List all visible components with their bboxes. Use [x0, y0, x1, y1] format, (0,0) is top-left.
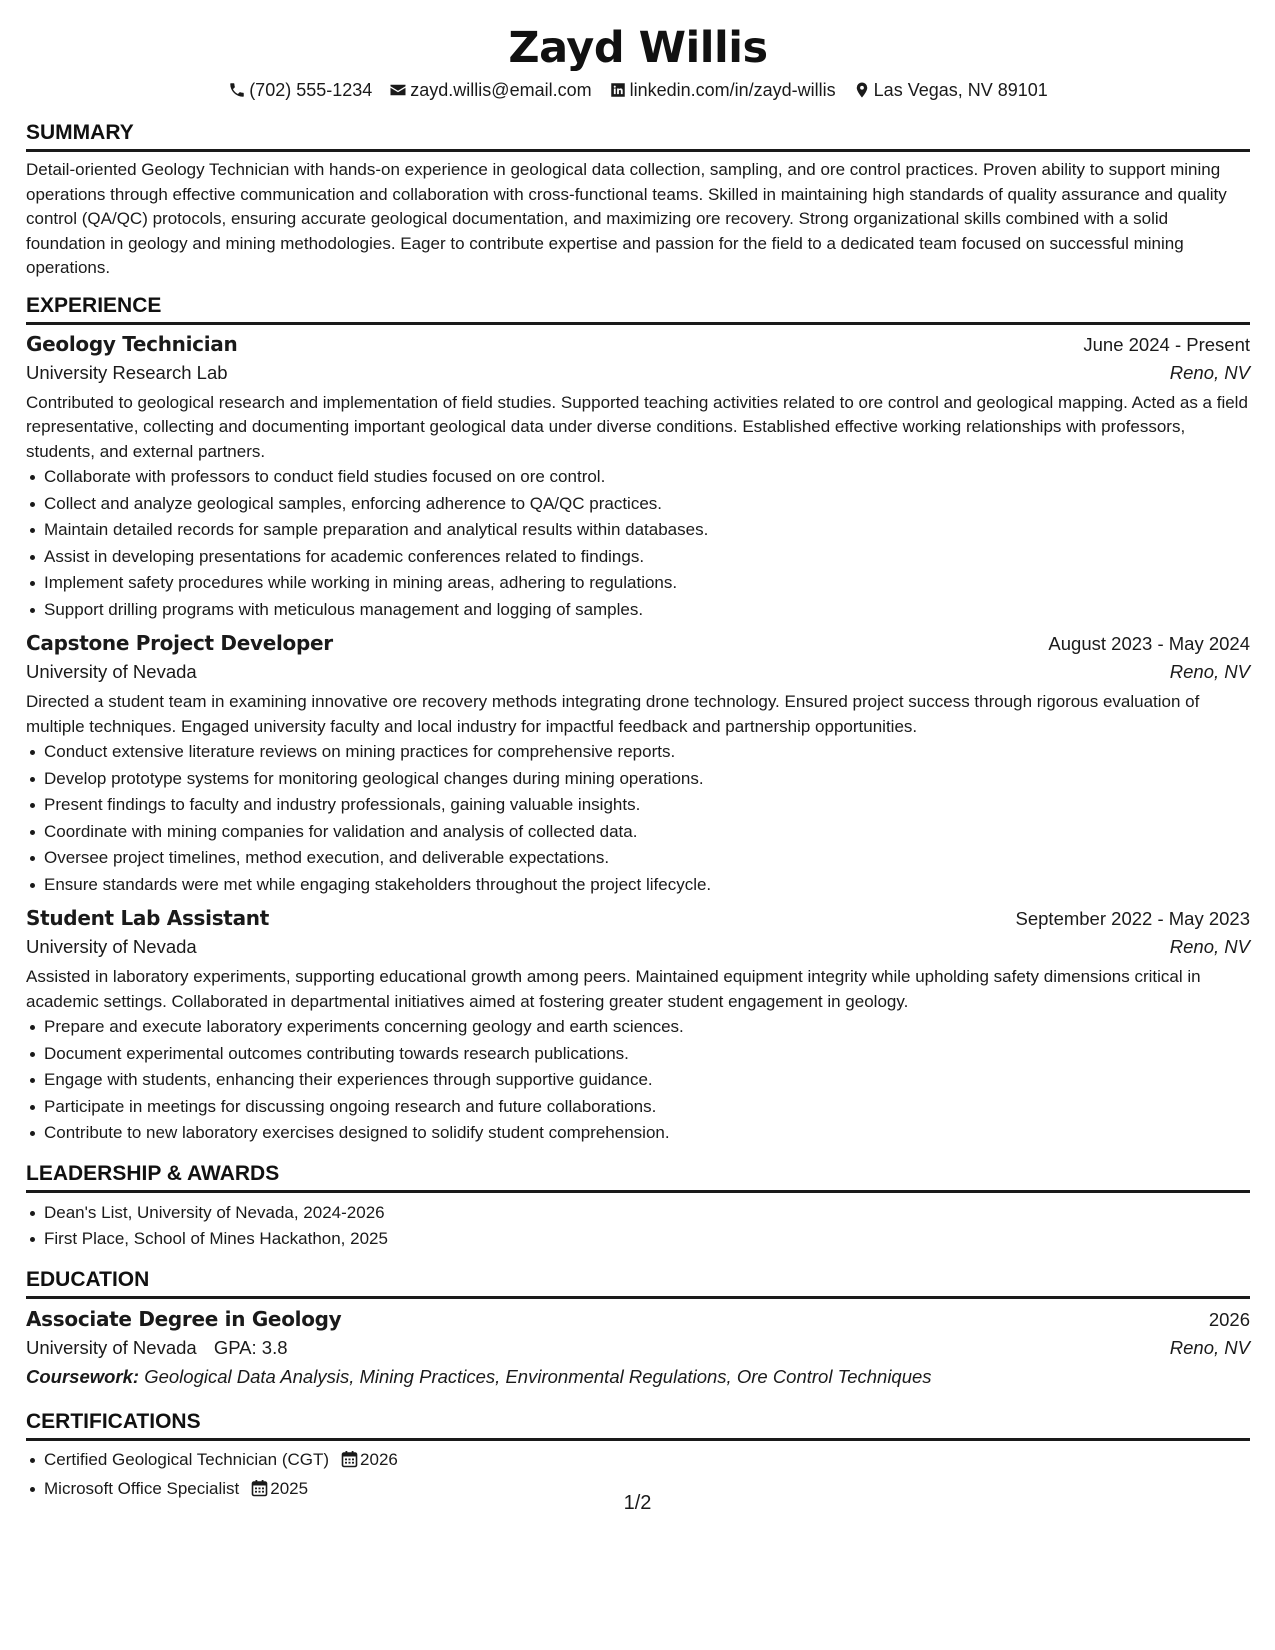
- linkedin-text: linkedin.com/in/zayd-willis: [629, 80, 836, 100]
- list-item: Conduct extensive literature reviews on mining practices for comprehensive reports.: [44, 739, 1250, 766]
- list-item: Oversee project timelines, method execution, and deliverable expectations.: [44, 845, 1250, 872]
- education-section: [26, 1267, 1250, 1390]
- job-title: Student Lab Assistant: [26, 906, 269, 930]
- list-item: Maintain detailed records for sample preparation and analytical results within databases.: [44, 517, 1250, 544]
- certification-year: 2026: [360, 1449, 398, 1469]
- candidate-name: Zayd Willis: [508, 23, 768, 73]
- phone-text: (702) 555-1234: [249, 80, 373, 100]
- job-description: Directed a student team in examining innovative ore recovery methods integrating drone technology. Ensured project success through rigorous evaluation of multiple techniques. Engaged university faculty and local industry for impactful feedback and partnership opportunities.: [26, 692, 1200, 736]
- email-text: zayd.willis@email.com: [410, 80, 592, 100]
- section-title-experience: EXPERIENCE: [26, 293, 1250, 325]
- job-location: Reno, NV: [1169, 936, 1250, 957]
- list-item: Support drilling programs with meticulous management and logging of samples.: [44, 597, 1250, 624]
- job-organization: University of Nevada: [26, 936, 197, 957]
- calendar-icon: [341, 1450, 358, 1477]
- list-item: Participate in meetings for discussing ongoing research and future collaborations.: [44, 1094, 1250, 1121]
- list-item: Coordinate with mining companies for validation and analysis of collected data.: [44, 819, 1250, 846]
- certification-name: Certified Geological Technician (CGT): [44, 1449, 330, 1469]
- list-item: Ensure standards were met while engaging stakeholders throughout the project lifecycle.: [44, 872, 1250, 899]
- summary-section: [26, 120, 1250, 281]
- phone-icon: [228, 81, 246, 99]
- resume-page: [26, 0, 1250, 1506]
- coursework-list: Geological Data Analysis, Mining Practices, Environmental Regulations, Ore Control Techniques: [144, 1365, 932, 1387]
- job-dates: June 2024 - Present: [1083, 333, 1250, 355]
- job-title: Geology Technician: [26, 331, 238, 356]
- certification-year: 2025: [270, 1479, 309, 1498]
- list-item: Assist in developing presentations for academic conferences related to findings.: [44, 544, 1250, 571]
- certifications-section: [26, 1409, 1250, 1506]
- job-location: Reno, NV: [1169, 361, 1250, 383]
- list-item: Document experimental outcomes contributing towards research publications.: [44, 1041, 1250, 1068]
- list-item: First Place, School of Mines Hackathon, 2025: [44, 1226, 1250, 1253]
- list-item: [44, 1447, 1250, 1477]
- location-text: Las Vegas, NV 89101: [873, 80, 1048, 100]
- school-location: Reno, NV: [1169, 1336, 1250, 1358]
- list-item: Collaborate with professors to conduct field studies focused on ore control.: [44, 464, 1250, 491]
- contact-phone[interactable]: [228, 78, 372, 102]
- job-description: Assisted in laboratory experiments, supporting educational growth among peers. Maintained equipment integrity while upholding safety dimensions critical in academic settings. Collaborated in departmental initiatives aimed at fostering greater student engagement in geology.: [26, 967, 1201, 1011]
- contact-email[interactable]: [389, 78, 591, 102]
- gpa: GPA: 3.8: [213, 1336, 288, 1358]
- job-description: Contributed to geological research and implementation of field studies. Supported teaching activities related to ore control and geological mapping. Acted as a field representative, collecting and documenting important geological data under diverse conditions. Established effective working relationships with professors, students, and external partners.: [26, 392, 1248, 461]
- job-title: Capstone Project Developer: [26, 631, 333, 655]
- certification-name: Microsoft Office Specialist: [44, 1479, 240, 1498]
- list-item: Collect and analyze geological samples, enforcing adherence to QA/QC practices.: [44, 491, 1250, 518]
- list-item: Engage with students, enhancing their experiences through supportive guidance.: [44, 1067, 1250, 1094]
- coursework-line: [26, 1364, 1250, 1390]
- job-bullets: [26, 1014, 1250, 1147]
- section-title-leadership: LEADERSHIP & AWARDS: [26, 1161, 1250, 1193]
- job-entry: [26, 332, 1250, 624]
- list-item: Dean's List, University of Nevada, 2024-2026: [44, 1200, 1250, 1227]
- list-item: Present findings to faculty and industry professionals, gaining valuable insights.: [44, 792, 1250, 819]
- list-item: Contribute to new laboratory exercises designed to solidify student comprehension.: [44, 1120, 1250, 1147]
- email-icon: [389, 81, 407, 99]
- job-dates: August 2023 - May 2024: [1048, 633, 1250, 654]
- list-item: Develop prototype systems for monitoring geological changes during mining operations.: [44, 766, 1250, 793]
- linkedin-icon: [609, 81, 627, 99]
- section-title-certifications: CERTIFICATIONS: [26, 1409, 1250, 1441]
- contact-location: [853, 78, 1048, 102]
- job-bullets: [26, 739, 1250, 898]
- job-entry: [26, 631, 1250, 898]
- job-location: Reno, NV: [1169, 661, 1250, 682]
- contact-linkedin[interactable]: [609, 78, 836, 102]
- job-organization: University of Nevada: [26, 661, 197, 682]
- coursework-label: Coursework:: [26, 1365, 140, 1387]
- summary-text: Detail-oriented Geology Technician with hands-on experience in geological data collection, sampling, and ore control practices. Proven ability to support mining operations through effective communication and collaboration with cross-functional teams. Skilled in maintaining high standards of quality assurance and quality control (QA/QC) protocols, ensuring accurate geological documentation, and maximizing ore recovery. Strong organizational skills combined with a solid foundation in geology and mining methodologies. Eager to contribute expertise and passion for the field to a dedicated team focused on successful mining operations.: [26, 160, 1227, 277]
- awards-list: [26, 1200, 1250, 1253]
- school-name: University of Nevada: [26, 1336, 197, 1358]
- graduation-year: 2026: [1208, 1308, 1250, 1330]
- job-bullets: [26, 464, 1250, 623]
- leadership-section: [26, 1161, 1250, 1253]
- list-item: Implement safety procedures while working in mining areas, adhering to regulations.: [44, 570, 1250, 597]
- location-pin-icon: [853, 81, 871, 99]
- experience-section: [26, 293, 1250, 1147]
- job-organization: University Research Lab: [26, 361, 228, 383]
- job-dates: September 2022 - May 2023: [1015, 908, 1250, 929]
- page-number: 1/2: [623, 1492, 652, 1514]
- section-title-summary: SUMMARY: [26, 120, 1250, 152]
- contact-bar: [26, 78, 1250, 102]
- list-item: Prepare and execute laboratory experiments concerning geology and earth sciences.: [44, 1014, 1250, 1041]
- degree-title: Associate Degree in Geology: [26, 1306, 342, 1331]
- job-entry: [26, 906, 1250, 1147]
- section-title-education: EDUCATION: [26, 1267, 1250, 1299]
